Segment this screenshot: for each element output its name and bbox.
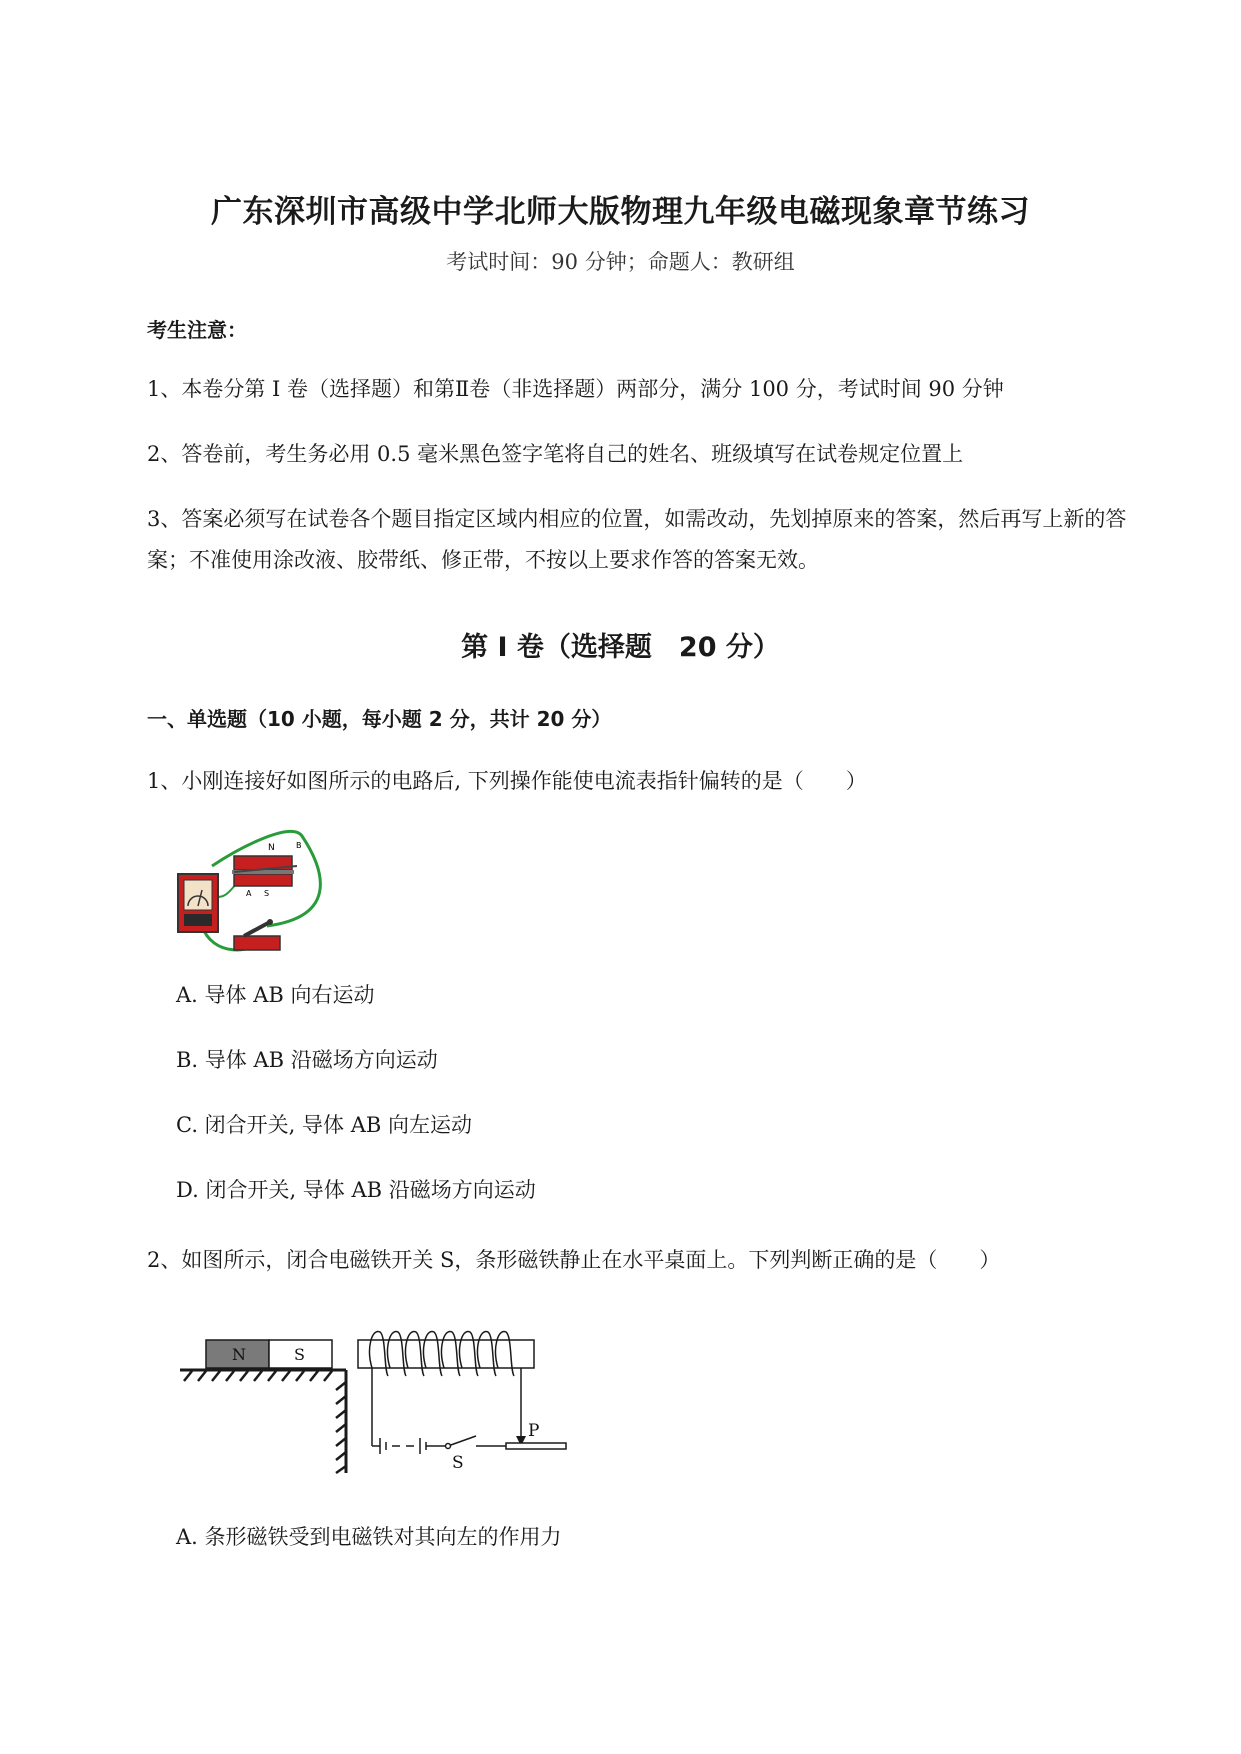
bar-magnet-icon	[206, 1340, 332, 1368]
svg-text:A: A	[246, 889, 252, 898]
rheostat-icon	[506, 1443, 566, 1449]
question-1-stem: 1、小刚连接好如图所示的电路后, 下列操作能使电流表指针偏转的是（ ）	[147, 769, 867, 793]
question-1-circuit-figure	[172, 826, 342, 958]
notice-item: 1、本卷分第 I 卷（选择题）和第Ⅱ卷（非选择题）两部分，满分 100 分，考试时间 90 分钟	[147, 377, 1004, 401]
svg-text:B: B	[296, 841, 302, 850]
table-icon	[180, 1370, 346, 1473]
svg-text:N: N	[268, 843, 275, 853]
exam-info: 考试时间：90 分钟；命题人：教研组	[446, 250, 795, 274]
question-1-option-c[interactable]: C. 闭合开关, 导体 AB 向左运动	[176, 1113, 472, 1137]
electromagnet-coil-icon	[358, 1331, 534, 1376]
question-2-option-a[interactable]: A. 条形磁铁受到电磁铁对其向左的作用力	[176, 1525, 562, 1549]
part-title: 一、单选题（10 小题，每小题 2 分，共计 20 分）	[147, 707, 612, 731]
section-title: 第 I 卷（选择题 20 分）	[461, 632, 780, 663]
svg-text:N: N	[232, 1345, 246, 1364]
notice-item: 3、答案必须写在试卷各个题目指定区域内相应的位置，如需改动，先划掉原来的答案，然后再写上新的答案；不准使用涂改液、胶带纸、修正带，不按以上要求作答的答案无效。	[147, 507, 1127, 572]
question-1-option-d[interactable]: D. 闭合开关, 导体 AB 沿磁场方向运动	[176, 1178, 536, 1202]
ammeter-icon	[178, 874, 218, 932]
question-1-option-b[interactable]: B. 导体 AB 沿磁场方向运动	[176, 1048, 438, 1072]
question-1-option-a[interactable]: A. 导体 AB 向右运动	[176, 983, 375, 1007]
svg-text:S: S	[452, 1453, 464, 1473]
notice-item: 2、答卷前，考生务必用 0.5 毫米黑色签字笔将自己的姓名、班级填写在试卷规定位置上	[147, 442, 964, 466]
svg-text:S: S	[264, 889, 270, 898]
page-title: 广东深圳市高级中学北师大版物理九年级电磁现象章节练习	[211, 194, 1030, 230]
notice-title: 考生注意：	[147, 318, 247, 342]
svg-text:S: S	[294, 1345, 305, 1364]
question-2-stem: 2、如图所示，闭合电磁铁开关 S，条形磁铁静止在水平桌面上。下列判断正确的是（ ）	[147, 1248, 1001, 1272]
question-2-electromagnet-figure	[176, 1318, 576, 1478]
svg-text:P: P	[528, 1421, 540, 1441]
